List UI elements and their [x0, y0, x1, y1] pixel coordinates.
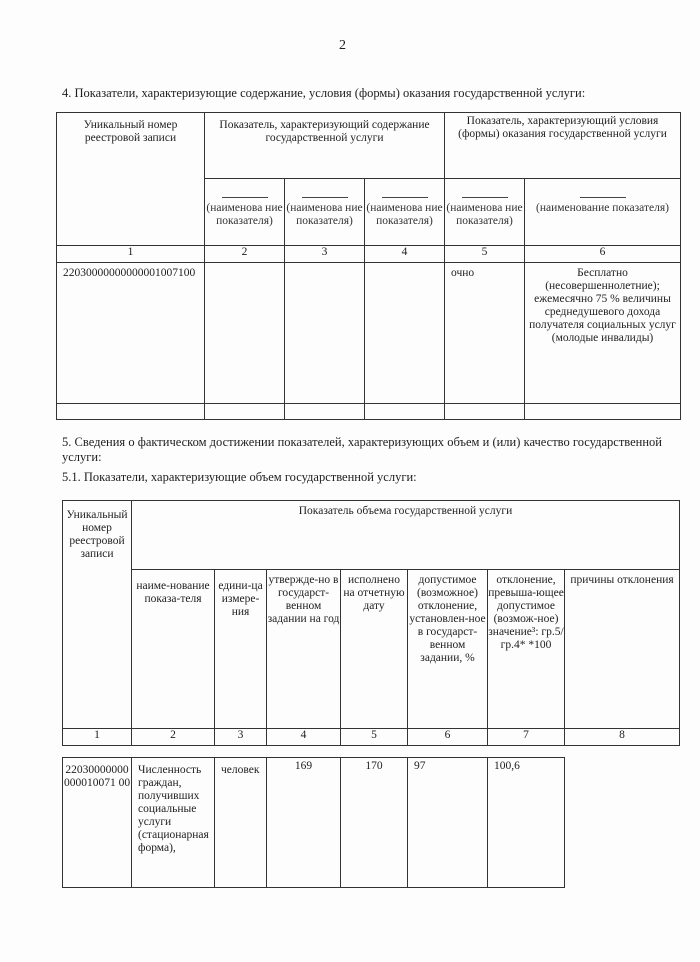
subheader-approved: утвержде-но в государст-венном задании на год	[267, 570, 341, 729]
subheader-allowed-deviation: допустимое (возможное) отклонение, установлен-ное в государст-венном задании, %	[408, 570, 488, 729]
header-volume-indicator: Показатель объема государственной услуги	[132, 501, 680, 570]
section-4-table	[56, 112, 681, 420]
subheader-col2: (наименова ние показателя)	[205, 179, 285, 246]
section-5-1-heading: 5.1. Показатели, характеризующие объем государственной услуги:	[62, 470, 417, 484]
approved-value-cell: 169	[267, 758, 341, 888]
registry-number-cell: 22030000000000001007100	[57, 263, 205, 404]
col-number: 3	[285, 246, 365, 263]
table-cell	[285, 263, 365, 404]
subheader-col4: (наименова ние показателя)	[365, 179, 445, 246]
col-number: 1	[63, 729, 132, 746]
col-number: 2	[205, 246, 285, 263]
col-number: 6	[525, 246, 681, 263]
executed-value-cell: 170	[341, 758, 408, 888]
subheader-reasons: причины отклонения	[565, 570, 680, 729]
col-number: 5	[445, 246, 525, 263]
page-number: 2	[339, 38, 346, 53]
subheader-name: наиме-нование показа-теля	[132, 570, 215, 729]
col-number: 4	[267, 729, 341, 746]
form-cell: очно	[445, 263, 525, 404]
header-content-indicator: Показатель, характеризующий содержание государственной услуги	[205, 113, 445, 179]
unit-cell: человек	[215, 758, 267, 888]
col-number: 6	[408, 729, 488, 746]
subheader-executed: исполнено на отчетную дату	[341, 570, 408, 729]
subheader-col6: (наименование показателя)	[525, 179, 681, 246]
registry-number-cell: 22030000000000010071 00	[63, 758, 132, 888]
col-number: 1	[57, 246, 205, 263]
subheader-col5: (наименова ние показателя)	[445, 179, 525, 246]
col-number: 4	[365, 246, 445, 263]
indicator-name-cell: Численность граждан, получивших социальные услуги (стационарная форма),	[132, 758, 215, 888]
header-conditions-indicator: Показатель, характеризующий условия (формы) оказания государственной услуги	[445, 113, 681, 179]
section-5-1-data-table	[62, 757, 565, 888]
col-number: 3	[215, 729, 267, 746]
section-5-1-table	[62, 500, 680, 746]
section-5-heading: 5. Сведения о фактическом достижении показателей, характеризующих объем и (или) качество государственной услуги:	[62, 435, 662, 464]
subheader-deviation: отклонение, превыша-ющее допустимое (возмож-ное) значение³: гр.5/гр.4* *100	[488, 570, 565, 729]
table-cell	[205, 263, 285, 404]
conditions-cell: Бесплатно (несовершеннолетние); ежемесячно 75 % величины среднедушевого дохода получателя социальных услуг (молодые инвалиды)	[525, 263, 681, 404]
header-registry-number: Уникальный номер реестровой записи	[63, 501, 132, 729]
col-number: 7	[488, 729, 565, 746]
header-registry-number: Уникальный номер реестровой записи	[57, 113, 205, 246]
subheader-col3: (наименова ние показателя)	[285, 179, 365, 246]
col-number: 8	[565, 729, 680, 746]
deviation-cell: 100,6	[488, 758, 565, 888]
col-number: 5	[341, 729, 408, 746]
section-4-heading: 4. Показатели, характеризующие содержание, условия (формы) оказания государственной услуги:	[62, 86, 586, 100]
subheader-unit: едини-ца измере-ния	[215, 570, 267, 729]
table-cell	[365, 263, 445, 404]
col-number: 2	[132, 729, 215, 746]
allowed-deviation-cell: 97	[408, 758, 488, 888]
